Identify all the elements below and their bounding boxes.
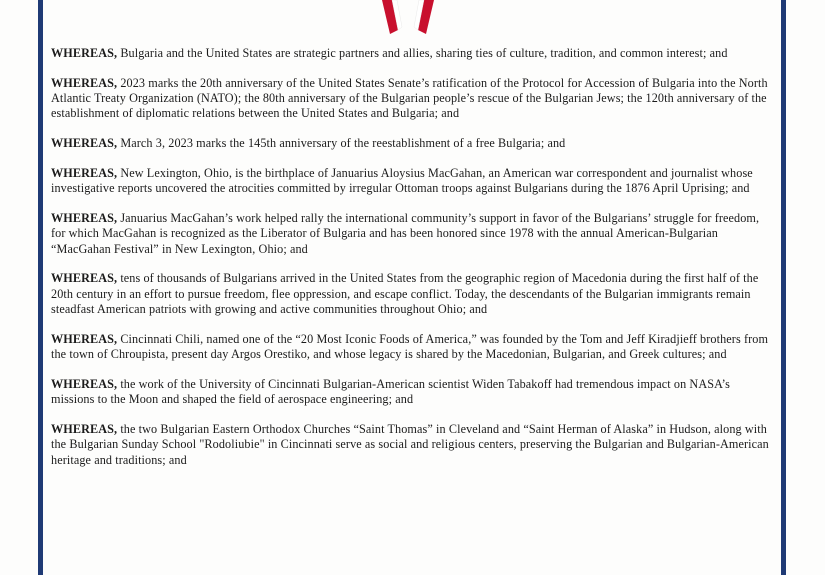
whereas-paragraph (51, 377, 773, 408)
whereas-paragraph (51, 271, 773, 317)
whereas-keyword: WHEREAS, (51, 165, 118, 180)
whereas-keyword: WHEREAS, (51, 271, 118, 286)
whereas-paragraph (51, 166, 773, 197)
whereas-keyword: WHEREAS, (51, 136, 118, 151)
whereas-keyword: WHEREAS, (51, 75, 118, 90)
page-border-left (38, 0, 43, 575)
whereas-keyword: WHEREAS, (51, 376, 118, 391)
whereas-keyword: WHEREAS, (51, 331, 118, 346)
paragraph-text: Cincinnati Chili, named one of the “20 Most Iconic Foods of America,” was founded by the Tom and Jeff Kiradjieff brothers from the town of Chroupista, present day Argos Orestiko, and whose legacy is shared by the Macedonian, Bulgarian, and Greek cultures; and (51, 331, 769, 362)
paragraph-text: the two Bulgarian Eastern Orthodox Churches “Saint Thomas” in Cleveland and “Saint Herman of Alaska” in Hudson, along with the Bulgarian Sunday School "Rodoliubie" in Cincinnati serve as social and religious centers, preserving the Bulgarian and Bulgarian-American heritage and traditions; and (51, 422, 769, 467)
paragraph-text: March 3, 2023 marks the 145th anniversary of the reestablishment of a free Bulgaria; and (120, 136, 566, 151)
ribbon-emblem (378, 0, 438, 36)
paragraph-text: the work of the University of Cincinnati Bulgarian-American scientist Widen Tabakoff had tremendous impact on NASA’s missions to the Moon and shaped the field of aerospace engineering; and (51, 376, 730, 407)
whereas-paragraph (51, 46, 773, 61)
whereas-clauses (51, 46, 773, 482)
whereas-paragraph (51, 76, 773, 122)
paragraph-text: 2023 marks the 20th anniversary of the United States Senate’s ratification of the Protocol for Accession of Bulgaria into the North Atlantic Treaty Organization (NATO); the 80th anniversary of the Bulgarian people’s rescue of the Bulgarian Jews; the 120th anniversary of the establishment of diplomatic relations between the United States and Bulgaria; and (51, 75, 768, 121)
paragraph-text: tens of thousands of Bulgarians arrived in the United States from the geographic region of Macedonia during the first half of the 20th century in an effort to pursue freedom, flee oppression, and escape conflict. Today, the descendants of the Bulgarian immigrants remain steadfast American patriots with growing and active communities throughout Ohio; and (51, 271, 759, 317)
whereas-keyword: WHEREAS, (51, 211, 118, 226)
paragraph-text: Januarius MacGahan’s work helped rally the international community’s support in favor of the Bulgarians’ struggle for freedom, for which MacGahan is recognized as the Liberator of Bulgaria and has been honored since 1978 with the annual American-Bulgarian “MacGahan Festival” in New Lexington, Ohio; and (51, 211, 760, 256)
whereas-paragraph (51, 332, 773, 363)
whereas-paragraph (51, 136, 773, 151)
whereas-paragraph (51, 422, 773, 468)
paragraph-text: Bulgaria and the United States are strategic partners and allies, sharing ties of culture, tradition, and common interest; and (120, 46, 728, 60)
whereas-paragraph (51, 211, 773, 257)
paragraph-text: New Lexington, Ohio, is the birthplace of Januarius Aloysius MacGahan, an American war correspondent and journalist whose investigative reports uncovered the atrocities committed by irregular Ottoman troops against Bulgarians during the 1876 April Uprising; and (51, 165, 753, 196)
whereas-keyword: WHEREAS, (51, 46, 118, 60)
page-border-right (781, 0, 786, 575)
whereas-keyword: WHEREAS, (51, 422, 118, 437)
